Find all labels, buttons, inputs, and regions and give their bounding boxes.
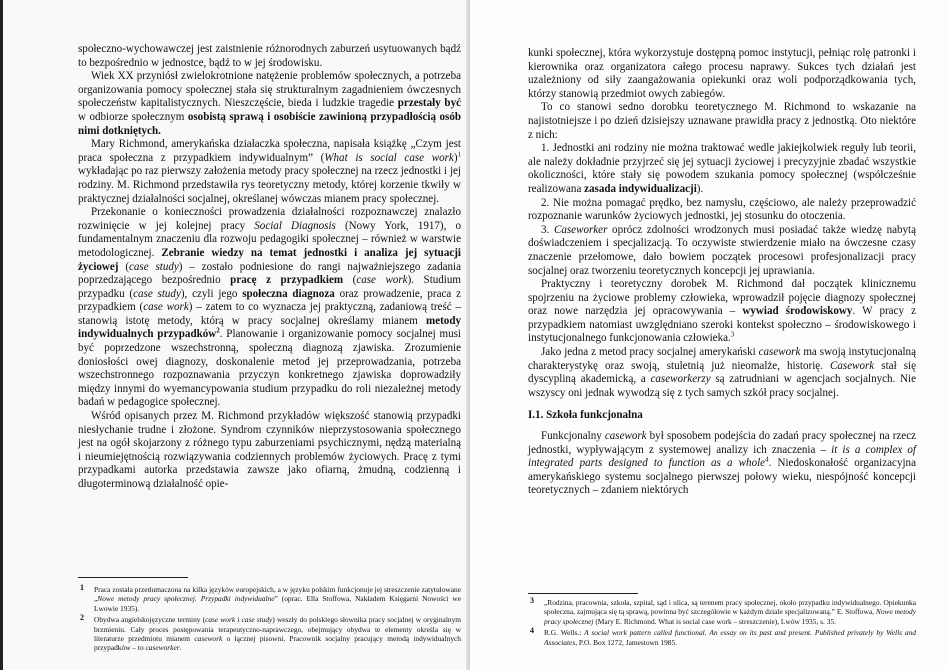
footnote [528,598,916,626]
paragraph: Mary Richmond, amerykańska działaczka społeczna, napisała książkę „Czym jest praca społeczna z przypadkiem indywidualnym” (What is social case work)$^1$ wykładając po raz pierwszy założenia metody pracy społecznej na rzecz jednostki i jej rodziny. M. Richmond przedstawiła rys teoretyczny metody, której korzenie tkwiły w praktycznej działalności socjalnej, określanej wówczas mianem pracy społecznej. [78,138,461,205]
left-footnotes [78,585,461,655]
paragraph: Praktyczny i teoretyczny dorobek M. Richmond dał początek klinicznemu spojrzeniu na życiowe problemy człowieka, wprowadził pojęcie diagnozy społecznej oraz nowe narzędzia jej opracowywania – wywiad środowiskowy. W pracy z przypadkiem natomiast uwzględniano szeroki kontekst społeczno – środowiskowego i instytucjonalnego funkcjonowania człowieka.$^3$ [528,278,916,345]
footnote-text: Obydwa angielskojęzyczne terminy (case work i case study) weszły do polskiego słownika pracy socjalnej w oryginalnym brzmieniu. Cały proces postępowania terapeutyczno-naprawczego, obejmujący obydwa te elementy określa się w literaturze przedmiotu mianem casework o łącznej pisowni. Pracownik socjalny pracujący metodą indywidualnych przypadków – to caseworker. [94,615,462,653]
left-page [0,0,470,670]
footnote-number: 3 [530,596,534,605]
page-edge [0,0,3,670]
right-footnotes [528,598,916,649]
paragraph: Funkcjonalny casework był sposobem podejścia do zadań pracy społecznej na rzecz jednostki, wypływającym z systemowej analizy ich znaczenia – it is a complex of integrated parts designed to function as a whole$^4$. Niedoskonałość organizacyjna amerykańskiego systemu socjalnego pierwszej połowy wieku, niespójność koncepcji teoretycznych – zdaniem niektórych [528,430,916,497]
footnote-text: Praca została przetłumaczona na kilka języków europejskich, a w języku polskim funkcjonuje jej streszczenie zatytułowane „Nowe metody pracy społecznej. Przypadki indywidualne” (oprac. Ella Stoffowa, Nakładem Księgarni Nowości we Lwowie 1935). [94,585,461,613]
paragraph: 1. Jednostki ani rodziny nie można traktować wedle jakiejkolwiek reguły lub teorii, ale należy dokładnie przyjrzeć się jej sytuacji życiowej i precyzyjnie zbadać wszystkie okoliczności, które stały się powodem szukania pomocy społecznej (współcześnie realizowana zasada indywidualizacji). [528,142,916,195]
footnote-rule [78,577,188,578]
paragraph: Jako jedna z metod pracy socjalnej amerykański casework ma swoją instytucjonalną charakterystykę oraz swoją, stuletnią już nieomalże, historię. Casework stał się dyscypliną akademicką, a caseworkerzy są zatrudniani w agencjach socjalnych. Nie wszyscy oni jednak wywodzą się z tych samych szkół pracy socjalnej. [528,346,916,399]
footnote [528,628,916,647]
footnote-text: „Rodzina, pracownia, szkoła, szpital, sąd i ulica, są terenem pracy społecznej, około przypadku indywidualnego. Opiekunka społeczna, zajmująca się tą sprawą, powinna być szczegółowie w każdym dziale specjalizowaną.” E. Stoffowa, Nowe metody pracy społecznej (Mary E. Richmond. What is social case work – streszczenie), Lwów 1935, s. 35. [544,598,917,626]
paragraph: To co stanowi sedno dorobku teoretycznego M. Richmond to wskazanie na najistotniejsze i po dzień dzisiejszy uznawane prawidła pracy z jednostką. Oto niektóre z nich: [528,101,916,141]
footnote-number: 2 [80,613,84,623]
paragraph: kunki społecznej, która wykorzystuje dostępną pomoc instytucji, pełniąc rolę patronki i kierownika oraz organizatora całego procesu naprawy. Sukces tych działań jest uzależniony od siły zaangażowania opiekunki oraz woli podporządkowania tych, którzy stanowią przedmiot owych zabiegów. [528,47,916,100]
footnote-number: 4 [530,626,534,636]
paragraph: społeczno-wychowawczej jest zaistnienie różnorodnych zaburzeń usytuowanych bądź to bezpośrednio w jednostce, bądź to w jej środowisku. [78,43,461,69]
paragraph: 2. Nie można pomagać prędko, bez namysłu, częściowo, ale należy przeprowadzić rozpoznanie warunków życiowych jednostki, jej stosunku do otoczenia. [528,196,916,223]
section-heading: I.1. Szkoła funkcjonalna [528,409,643,422]
paragraph: 3. Caseworker oprócz zdolności wrodzonych musi posiadać także wiedzę nabytą doświadczeniem i specjalizacją. To oczywiste stwierdzenie miało na ówczesne czasy znaczenie przełomowe, dało bowiem początek procesowi profesjonalizacji pracy socjalnej oraz tworzeniu teoretycznych koncepcji jej uprawiania. [528,223,917,277]
footnote-number: 1 [80,583,84,592]
right-text-column [528,47,916,498]
footnote [78,615,461,653]
right-page [470,0,947,670]
paragraph: Przekonanie o konieczności prowadzenia działalności rozpoznawczej znalazło rozwinięcie w jej kolejnej pracy Social Diagnosis (Nowy York, 1917), o fundamentalnym znaczeniu dla rozwoju pedagogiki społecznej – również w warstwie metodologicznej. Zebranie wiedzy na temat jednostki i analiza jej sytuacji życiowej (case study) – zostało podniesione do rangi najważniejszego zadania poprzedzającego bezpośrednio pracę z przypadkiem (case work). Studium przypadku (case study), czyli jego społeczna diagnoza oraz prowadzenie, praca z przypadkiem (case work) – zatem to co wyznacza jej praktyczną, zadaniową treść – stanowią istotę metody, którą w pracy socjalnej określamy mianem metody indywidualnych przypadków$^2$. Planowanie i organizowanie pomocy socjalnej musi być poprzedzone wszechstronną, społeczną diagnozą zjawiska. Zrozumienie doniosłości owej diagnozy, doskonalenie metod jej przeprowadzania, potrzeba wszechstronnego rozpoznawania przyczyn konkretnego zjawiska doprowadziły między innymi do wyemancypowania studium przypadku do roli niezależnej metody badań w pedagogice społecznej. [78,206,462,409]
footnote-text: R.G. Wells.: A social work pattern called functional. An essay on its past and present. Published privately by Wells and Associates, P.O. Box 1272, Jamestown 1985. [544,628,916,647]
left-text-column [78,43,461,492]
paragraph: Wiek XX przyniósł zwielokrotnione natężenie problemów społecznych, a potrzeba organizowania pomocy społecznej stała się strukturalnym zagadnieniem ówczesnych społeczeństw kapitalistycznych. Nieszczęście, bieda i ludzkie tragedie przestały być w odbiorze społecznym osobistą sprawą i osobiście zawinioną przypadłością osób nimi dotkniętych. [78,70,462,137]
footnote [78,585,461,613]
footnote-rule [528,593,638,594]
paragraph: Wśród opisanych przez M. Richmond przykładów większość stanowią przypadki niesłychanie trudne i złożone. Syndrom czynników nieprzystosowania społecznego jest na ogół skojarzony z różnego typu zaburzeniami psychicznymi, nędzą materialną i nieumiejętnością rozwiązywania codziennych problemów życiowych. Pracę z tymi przypadkami autorka przedstawia zawsze jako ofiarną, żmudną, codzienną i długoterminową działalność opie- [78,410,461,490]
